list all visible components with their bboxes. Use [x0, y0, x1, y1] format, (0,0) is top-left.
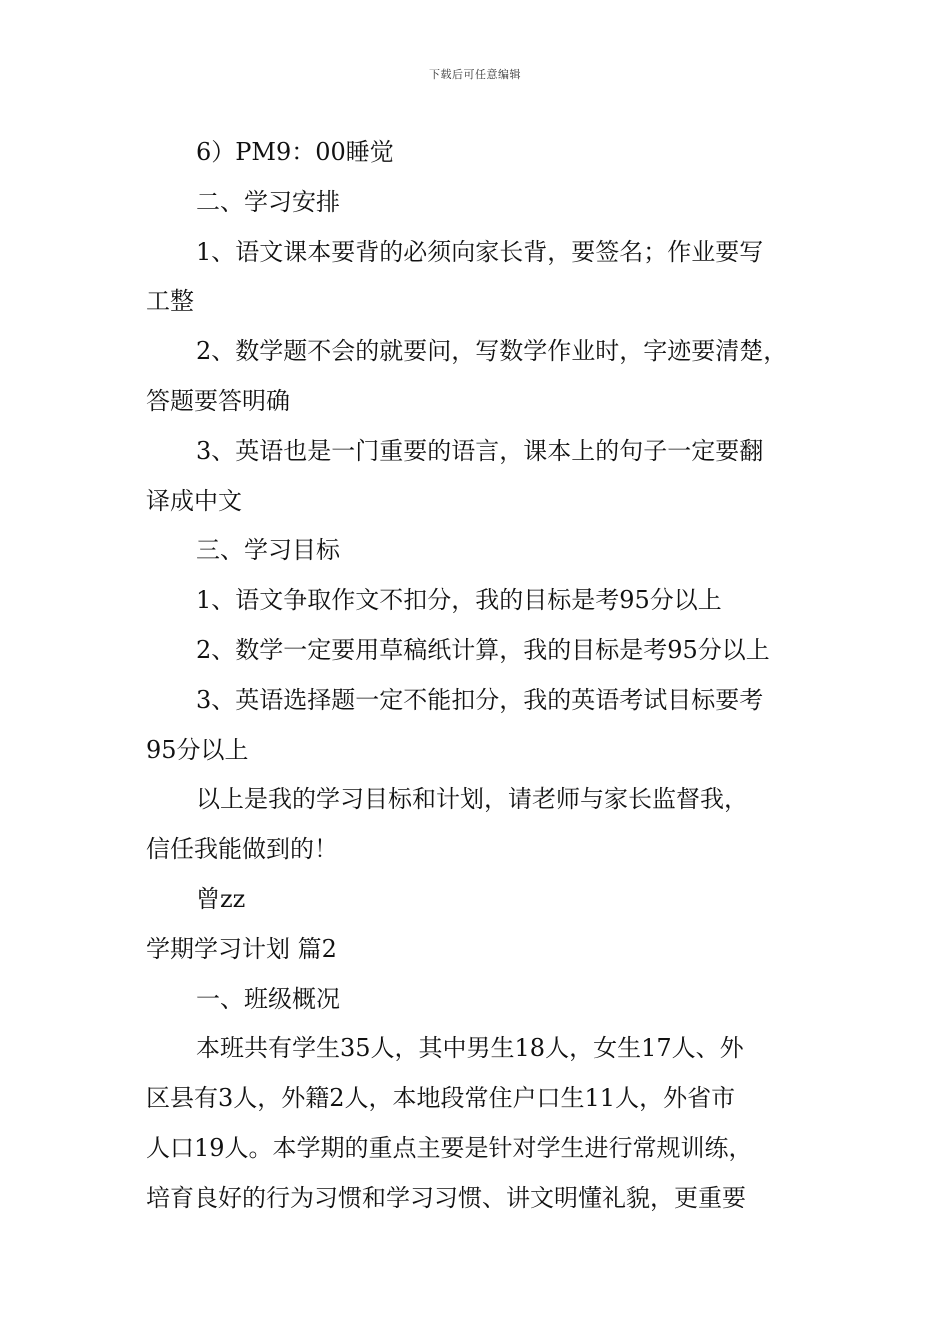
text-line: 6）PM9：00睡觉 — [196, 138, 394, 166]
document-body — [146, 128, 818, 1224]
text-line: 答题要答明确 — [146, 386, 290, 415]
section-heading: 一、班级概况 — [196, 984, 340, 1013]
text-line: 工整 — [146, 287, 194, 316]
text-line: 人口19人。本学期的重点主要是针对学生进行常规训练， — [146, 1133, 753, 1162]
text-line: 本班共有学生35人，其中男生18人，女生17人、外 — [196, 1034, 744, 1063]
text-line: 译成中文 — [146, 486, 242, 515]
page-header: 下载后可任意编辑 — [429, 68, 521, 81]
text-line: 2、数学题不会的就要问，写数学作业时，字迹要清楚， — [196, 337, 788, 366]
text-line: 区县有3人，外籍2人，本地段常住户口生11人，外省市 — [146, 1084, 736, 1113]
text-line: 3、英语选择题一定不能扣分，我的英语考试目标要考 — [196, 685, 764, 714]
text-line: 培育良好的行为习惯和学习习惯、讲文明懂礼貌，更重要 — [146, 1183, 746, 1212]
text-line: 信任我能做到的！ — [146, 835, 338, 864]
section-heading: 三、学习目标 — [196, 536, 340, 565]
text-line: 3、英语也是一门重要的语言，课本上的句子一定要翻 — [196, 436, 764, 465]
text-line: 95分以上 — [146, 735, 249, 764]
text-line: 2、数学一定要用草稿纸计算，我的目标是考95分以上 — [196, 635, 770, 664]
text-line: 以上是我的学习目标和计划，请老师与家长监督我， — [196, 785, 748, 814]
text-line: 1、语文课本要背的必须向家长背，要签名；作业要写 — [196, 237, 764, 266]
section-heading: 二、学习安排 — [196, 187, 340, 216]
document-title: 学期学习计划 篇2 — [146, 934, 337, 963]
signature-name: 曾zz — [196, 884, 246, 913]
text-line: 1、语文争取作文不扣分，我的目标是考95分以上 — [196, 586, 722, 615]
